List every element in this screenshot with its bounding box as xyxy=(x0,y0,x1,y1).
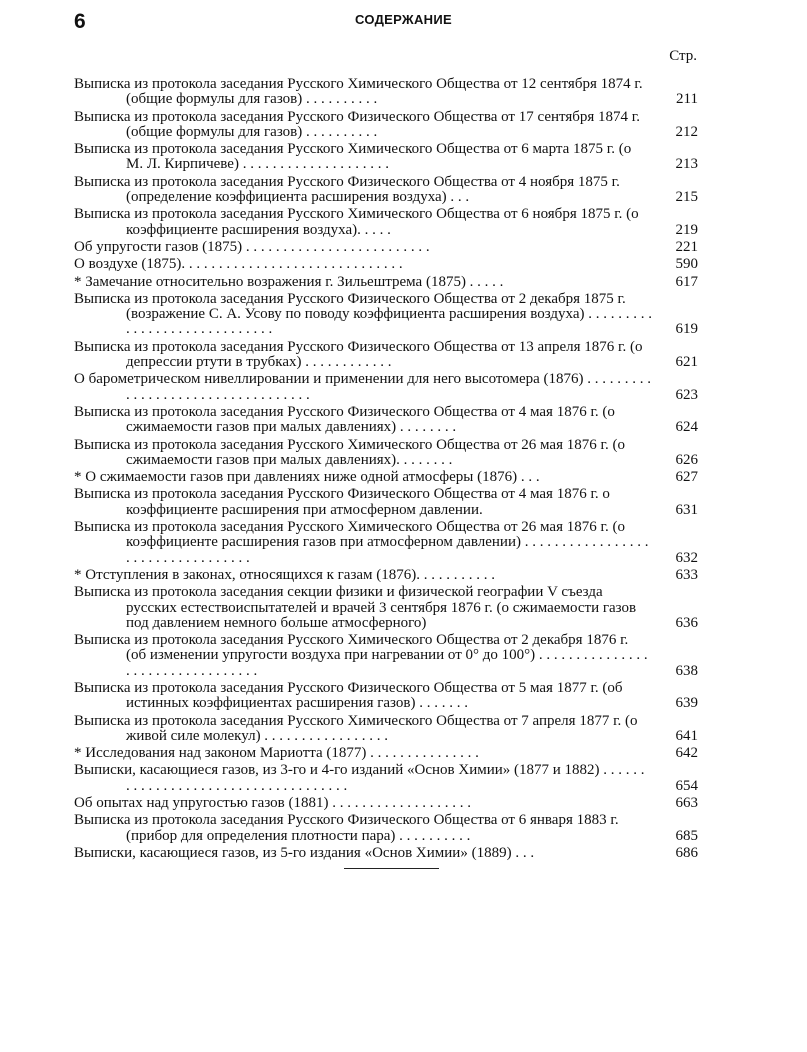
toc-entry-page: 685 xyxy=(675,827,698,844)
toc-entry-title: Выписка из протокола заседания Русского Физического Общества от 5 мая 1877 г. (об истинных коэффициентах расширения газов) . . . . . . . xyxy=(74,679,623,712)
toc-entry-title: Выписка из протокола заседания секции физики и физической географии V съезда русских естествоиспытателей и врачей 3 сентября 1876 г. (о сжимаемости газов под давлением немного больше атмосферного) xyxy=(74,584,637,631)
toc-entry xyxy=(74,585,698,631)
toc-entry xyxy=(74,372,698,403)
toc-entry xyxy=(74,633,698,679)
toc-entry-title: Выписка из протокола заседания Русского Химического Общества от 26 мая 1876 г. (о коэффициенте расширения газов при атмосферном давлении) . . . . . . . . . . . . . . . . . . . . . . . . . . . . . . . . . . xyxy=(74,519,649,566)
table-of-contents xyxy=(74,77,698,863)
page-number: 6 xyxy=(74,10,86,33)
toc-entry-page: 590 xyxy=(675,256,698,273)
toc-entry xyxy=(74,487,698,518)
toc-entry-page: 623 xyxy=(675,386,698,403)
toc-entry xyxy=(74,470,698,485)
toc-entry xyxy=(74,175,698,206)
toc-entry-title: Выписка из протокола заседания Русского Химического Общества от 12 сентября 1874 г. (общие формулы для газов) . . . . . . . . . . xyxy=(74,76,643,108)
toc-entry-page: 215 xyxy=(675,189,698,206)
toc-entry xyxy=(74,746,698,761)
toc-entry xyxy=(74,714,698,745)
toc-entry-page: 633 xyxy=(675,566,698,583)
toc-entry-page: 627 xyxy=(675,469,698,486)
toc-entry-page: 626 xyxy=(675,451,698,468)
toc-entry xyxy=(74,796,698,811)
toc-entry xyxy=(74,681,698,712)
toc-entry xyxy=(74,813,698,844)
toc-entry-title: Выписка из протокола заседания Русского Физического Общества от 2 декабря 1875 г. (возражение С. А. Усову по поводу коэффициента расширения воздуха) . . . . . . . . . . . . . . . . . . . . . . . . . . . . . xyxy=(74,290,653,338)
toc-entry-title: Выписка из протокола заседания Русского Физического Общества от 6 января 1883 г. (прибор для определения плотности пара) . . . . . . . . . . xyxy=(74,812,619,844)
toc-entry xyxy=(74,405,698,436)
toc-entry-page: 624 xyxy=(675,419,698,436)
toc-entry-page: 212 xyxy=(675,123,698,140)
toc-entry-title: Выписки, касающиеся газов, из 5-го издания «Основ Химии» (1889) . . . xyxy=(74,844,535,861)
toc-entry-page: 631 xyxy=(675,501,698,518)
toc-entry-page: 619 xyxy=(675,321,698,338)
toc-entry xyxy=(74,340,698,371)
toc-entry xyxy=(74,568,698,583)
toc-entry xyxy=(74,257,698,272)
toc-entry-page: 219 xyxy=(675,221,698,238)
toc-entry-title: Выписки, касающиеся газов, из 3-го и 4-го изданий «Основ Химии» (1877 и 1882) . . . . . . . . . . . . . . . . . . . . . . . . . . . . . . . . . . . . xyxy=(74,762,645,794)
toc-entry-title: Выписка из протокола заседания Русского Химического Общества от 6 ноября 1875 г. (о коэффициенте расширения воздуха). . . . . xyxy=(74,206,639,238)
toc-entry-page: 686 xyxy=(675,844,698,861)
toc-entry-page: 213 xyxy=(675,156,698,173)
toc-entry-page: 642 xyxy=(675,745,698,762)
toc-entry xyxy=(74,240,698,255)
toc-entry-title: Выписка из протокола заседания Русского Физического Общества от 4 ноября 1875 г. (определение коэффициента расширения воздуха) . . . xyxy=(74,173,620,206)
toc-entry-title: Выписка из протокола заседания Русского Физического Общества от 4 мая 1876 г. (о сжимаемости газов при малых давлениях) . . . . . . . . xyxy=(74,403,615,436)
toc-entry-title: * Исследования над законом Мариотта (1877) . . . . . . . . . . . . . . . xyxy=(74,745,479,762)
toc-entry xyxy=(74,142,698,173)
toc-entry-title: Выписка из протокола заседания Русского Химического Общества от 26 мая 1876 г. (о сжимаемости газов при малых давлениях). . . . . . . . xyxy=(74,436,625,468)
toc-entry-title: О воздухе (1875). . . . . . . . . . . . . . . . . . . . . . . . . . . . . . xyxy=(74,256,403,273)
toc-entry-page: 638 xyxy=(675,662,698,679)
toc-entry xyxy=(74,207,698,238)
toc-entry xyxy=(74,110,698,141)
toc-entry-page: 617 xyxy=(675,273,698,290)
toc-entry-title: Об упругости газов (1875) . . . . . . . . . . . . . . . . . . . . . . . . . xyxy=(74,238,430,255)
toc-entry-page: 211 xyxy=(676,91,698,108)
toc-entry xyxy=(74,77,698,108)
toc-entry-page: 636 xyxy=(675,614,698,631)
toc-entry-title: О барометрическом нивеллировании и применении для него высотомера (1876) . . . . . . . . . . . . . . . . . . . . . . . . . . . . . . . . . . xyxy=(74,371,652,403)
toc-entry-title: Об опытах над упругостью газов (1881) . . . . . . . . . . . . . . . . . . . xyxy=(74,795,471,812)
toc-entry-title: * Отступления в законах, относящихся к газам (1876). . . . . . . . . . . xyxy=(74,566,496,583)
toc-entry-page: 221 xyxy=(675,238,698,255)
toc-entry-title: Выписка из протокола заседания Русского Физического Общества от 13 апреля 1876 г. (о депрессии ртути в трубках) . . . . . . . . . . . . xyxy=(74,338,643,371)
toc-entry-title: Выписка из протокола заседания Русского Физического Общества от 17 сентября 1874 г. (общие формулы для газов) . . . . . . . . . . xyxy=(74,108,641,140)
toc-entry-page: 621 xyxy=(675,354,698,371)
toc-entry-page: 641 xyxy=(675,727,698,744)
toc-entry-page: 654 xyxy=(675,777,698,794)
closing-rule xyxy=(344,868,439,869)
toc-entry-page: 639 xyxy=(675,695,698,712)
toc-entry xyxy=(74,438,698,469)
page-column-label: Стр. xyxy=(669,48,697,64)
toc-entry xyxy=(74,292,698,338)
toc-entry xyxy=(74,846,698,861)
toc-entry-title: * О сжимаемости газов при давлениях ниже одной атмосферы (1876) . . . xyxy=(74,469,540,486)
toc-entry-title: Выписка из протокола заседания Русского Химического Общества от 6 марта 1875 г. (о М. Л. Кирпичеве) . . . . . . . . . . . . . . . . . . . . xyxy=(74,141,632,173)
toc-entry-title: Выписка из протокола заседания Русского Физического Общества от 4 мая 1876 г. о коэффициенте расширения при атмосферном давлении. xyxy=(74,486,610,518)
toc-entry-page: 663 xyxy=(675,795,698,812)
toc-entry xyxy=(74,763,698,794)
toc-entry-title: Выписка из протокола заседания Русского Химического Общества от 2 декабря 1876 г. (об изменении упругости воздуха при нагревании от 0° до 100°) . . . . . . . . . . . . . . . . . . . . . . . . . . . . . . . . . xyxy=(74,632,648,679)
toc-entry xyxy=(74,275,698,290)
running-head: СОДЕРЖАНИЕ xyxy=(355,12,452,27)
toc-entry-title: Выписка из протокола заседания Русского Химического Общества от 7 апреля 1877 г. (о живой силе молекул) . . . . . . . . . . . . . . . . . xyxy=(74,712,638,744)
toc-entry-page: 632 xyxy=(675,549,698,566)
toc-entry xyxy=(74,520,698,566)
toc-entry-title: * Замечание относительно возражения г. Зильештрема (1875) . . . . . xyxy=(74,273,504,290)
